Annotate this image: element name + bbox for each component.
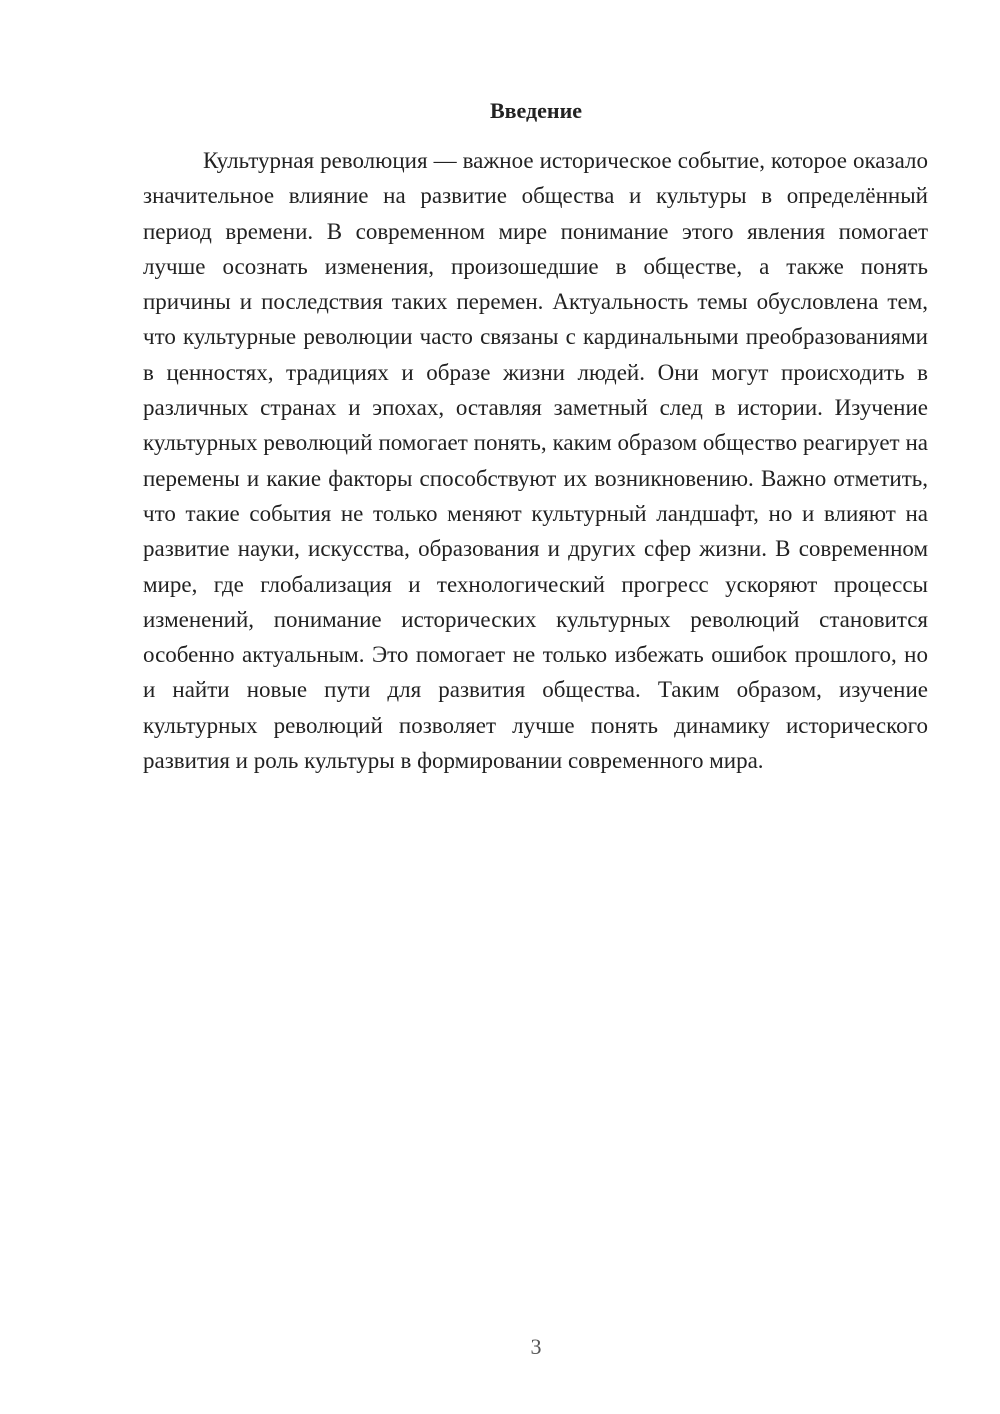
section-heading: Введение (489, 98, 583, 123)
page-number: 3 (530, 1334, 542, 1359)
body-paragraph: Культурная революция — важное историческое событие, которое оказало значительное влияние на развитие общества и культуры в определённый период времени. В современном мире понимание этого явления помогает лучше осознать изменения, произошедшие в обществе, а также понять причины и последствия таких перемен. Актуальность темы обусловлена тем, что культурные революции часто связаны с кардинальными преобразованиями в ценностях, традициях и образе жизни людей. Они могут происходить в различных странах и эпохах, оставляя заметный след в истории. Изучение культурных революций помогает понять, каким образом общество реагирует на перемены и какие факторы способствуют их возникновению. Важно отметить, что такие события не только меняют культурный ландшафт, но и влияют на развитие науки, искусства, образования и других сфер жизни. В современном мире, где глобализация и технологический прогресс ускоряют процессы изменений, понимание исторических культурных революций становится особенно актуальным. Это помогает не только избежать ошибок прошлого, но и найти новые пути для развития общества. Таким образом, изучение культурных революций позволяет лучше понять динамику исторического развития и роль культуры в формировании современного мира. (143, 148, 928, 774)
